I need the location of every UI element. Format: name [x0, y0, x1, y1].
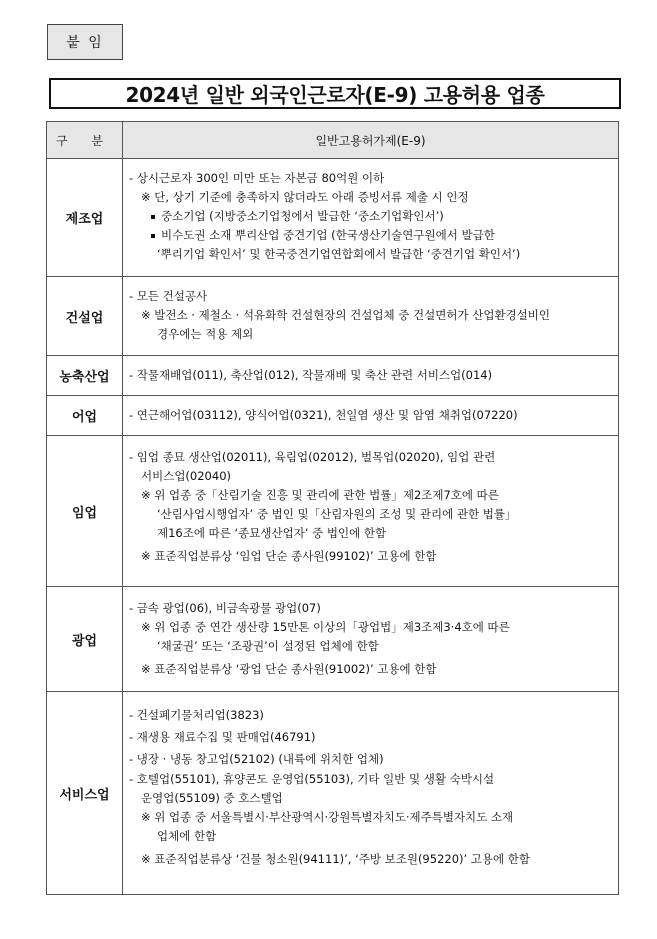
note-continuation: 제16조에 따른 ‘종묘생산업자’ 중 법인에 한함 [157, 526, 387, 540]
row-content-service [123, 692, 619, 895]
note-item: ※ 표준직업분류상 ‘임업 단순 종사원(99102)’ 고용에 한함 [141, 549, 437, 563]
note-item: ※ 위 업종 중 연간 생산량 15만톤 이상의「광업법」제3조제3·4호에 따른 [141, 620, 510, 634]
header-content: 일반고용허가제(E-9) [123, 122, 619, 159]
note-continuation: 경우에는 적용 제외 [157, 327, 254, 341]
table-row [47, 159, 619, 277]
list-item: - 재생용 재료수집 및 판매업(46791) [129, 730, 316, 744]
row-category-agriculture: 농축산업 [47, 356, 123, 396]
table-row [47, 436, 619, 587]
list-item: - 작물재배업(011), 축산업(012), 작물재배 및 축산 관련 서비스업(014) [129, 368, 493, 382]
bullet-text: 비수도권 소재 뿌리산업 중견기업 (한국생산기술연구원에서 발급한 [161, 228, 495, 242]
row-content-mining [123, 587, 619, 692]
bullet-icon [151, 234, 155, 238]
list-item: - 연근해어업(03112), 양식어업(0321), 천일염 생산 및 암염 채취업(07220) [129, 408, 518, 422]
note-item: ※ 단, 상기 기준에 충족하지 않더라도 아래 증빙서류 제출 시 인정 [141, 190, 469, 204]
header-category: 구 분 [47, 122, 123, 159]
note-item: ※ 위 업종 중「산림기술 진흥 및 관리에 관한 법률」제2조제7호에 따른 [141, 488, 499, 502]
table-row [47, 277, 619, 356]
list-continuation: 서비스업(02040) [141, 469, 231, 483]
list-item: - 금속 광업(06), 비금속광물 광업(07) [129, 601, 321, 615]
list-item: - 호텔업(55101), 휴양콘도 운영업(55103), 기타 일반 및 생활 숙박시설 [129, 772, 495, 786]
row-category-mining: 광업 [47, 587, 123, 692]
row-content-forestry [123, 436, 619, 587]
row-content-manufacturing [123, 159, 619, 277]
list-item: - 건설폐기물처리업(3823) [129, 708, 264, 722]
bullet-text: 중소기업 (지방중소기업청에서 발급한 ‘중소기업확인서’) [161, 209, 444, 223]
table-row [47, 587, 619, 692]
list-item: - 냉장 · 냉동 창고업(52102) (내륙에 위치한 업체) [129, 752, 384, 766]
row-content-construction [123, 277, 619, 356]
row-category-construction: 건설업 [47, 277, 123, 356]
list-item: - 임업 종묘 생산업(02011), 육림업(02012), 벌목업(02020), 임업 관련 [129, 450, 496, 464]
row-content-fishery [123, 396, 619, 436]
bullet-item [129, 226, 612, 245]
industry-table [46, 121, 619, 895]
note-item: ※ 표준직업분류상 ‘광업 단순 종사원(91002)’ 고용에 한함 [141, 662, 437, 676]
list-item: - 상시근로자 300인 미만 또는 자본금 80억원 이하 [129, 171, 385, 185]
table-row [47, 692, 619, 895]
note-item: ※ 위 업종 중 서울특별시·부산광역시·강원특별자치도·제주특별자치도 소재 [141, 810, 514, 824]
row-category-fishery: 어업 [47, 396, 123, 436]
bullet-continuation: ‘뿌리기업 확인서’ 및 한국중견기업연합회에서 발급한 ‘중견기업 확인서’) [157, 247, 521, 261]
table-row [47, 356, 619, 396]
row-category-manufacturing: 제조업 [47, 159, 123, 277]
row-content-agriculture [123, 356, 619, 396]
page-title: 2024년 일반 외국인근로자(E-9) 고용허용 업종 [49, 78, 621, 109]
note-continuation: ‘채굴권’ 또는 ‘조광권’이 설정된 업체에 한함 [157, 639, 379, 653]
row-category-service: 서비스업 [47, 692, 123, 895]
table-header-row [47, 122, 619, 159]
note-item: ※ 표준직업분류상 ‘건물 청소원(94111)’, ‘주방 보조원(95220)’ 고용에 한함 [141, 852, 531, 866]
bullet-item [129, 207, 612, 226]
row-category-forestry: 임업 [47, 436, 123, 587]
note-item: ※ 발전소 · 제철소 · 석유화학 건설현장의 건설업체 중 건설면허가 산업환경설비인 [141, 308, 550, 322]
note-continuation: ‘산림사업시행업자’ 중 법인 및「산림자원의 조성 및 관리에 관한 법률」 [157, 507, 517, 521]
list-item: - 모든 건설공사 [129, 289, 208, 303]
list-continuation: 운영업(55109) 중 호스텔업 [141, 791, 283, 805]
note-continuation: 업체에 한함 [157, 829, 217, 843]
bullet-icon [151, 215, 155, 219]
attachment-label: 붙 임 [47, 24, 123, 60]
table-row [47, 396, 619, 436]
